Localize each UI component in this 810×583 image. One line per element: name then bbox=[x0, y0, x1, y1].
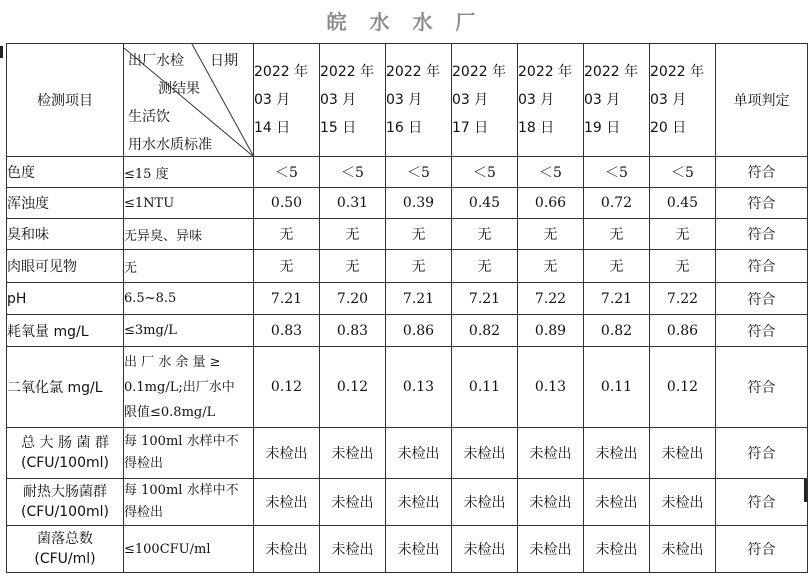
row-standard: ≤15 度 bbox=[124, 157, 254, 188]
row-value: 0.45 bbox=[452, 188, 518, 219]
row-item bbox=[7, 479, 124, 526]
row-standard bbox=[124, 428, 254, 479]
row-standard-line: 得检出 bbox=[124, 505, 164, 520]
row-item-line: (CFU/ml) bbox=[34, 551, 96, 567]
row-value: 未检出 bbox=[452, 526, 518, 573]
row-value: 0.12 bbox=[320, 347, 386, 428]
row-value: 7.22 bbox=[518, 283, 584, 315]
header-date-y: 2022 年 bbox=[518, 64, 573, 80]
row-value: ＜5 bbox=[320, 157, 386, 188]
header-date-y: 2022 年 bbox=[584, 64, 639, 80]
table-row bbox=[7, 283, 808, 315]
row-value: 未检出 bbox=[254, 526, 320, 573]
water-quality-table bbox=[6, 43, 808, 573]
row-value: 7.22 bbox=[650, 283, 716, 315]
row-standard-line: 出 厂 水 余 量 ≥ bbox=[124, 354, 221, 370]
row-standard: 6.5~8.5 bbox=[124, 283, 254, 315]
row-value: ＜5 bbox=[518, 157, 584, 188]
row-value: 0.12 bbox=[254, 347, 320, 428]
row-value: 0.12 bbox=[650, 347, 716, 428]
row-value: 未检出 bbox=[518, 428, 584, 479]
row-value: 0.82 bbox=[584, 315, 650, 347]
table-row bbox=[7, 347, 808, 428]
diagonal-header bbox=[124, 44, 253, 156]
row-value: 0.89 bbox=[518, 315, 584, 347]
row-value: 未检出 bbox=[254, 479, 320, 526]
row-value: 0.31 bbox=[320, 188, 386, 219]
row-value: 未检出 bbox=[650, 479, 716, 526]
row-item: pH bbox=[7, 283, 124, 315]
header-date-d: 16 日 bbox=[386, 120, 423, 136]
table-row bbox=[7, 315, 808, 347]
row-standard-line: 每 100ml 水样中不 bbox=[124, 483, 239, 498]
header-date-y: 2022 年 bbox=[254, 64, 309, 80]
table-row bbox=[7, 250, 808, 283]
row-value: 0.86 bbox=[650, 315, 716, 347]
row-value: 0.13 bbox=[518, 347, 584, 428]
row-value: ＜5 bbox=[650, 157, 716, 188]
row-standard: 无异臭、异味 bbox=[124, 219, 254, 250]
table-row bbox=[7, 188, 808, 219]
row-value: 未检出 bbox=[650, 526, 716, 573]
row-item: 耗氧量 mg/L bbox=[7, 315, 124, 347]
row-judge: 符合 bbox=[716, 479, 808, 526]
row-value: 未检出 bbox=[386, 479, 452, 526]
row-value: 无 bbox=[386, 219, 452, 250]
header-date-cell bbox=[650, 44, 716, 157]
row-item-line: 菌落总数 bbox=[37, 531, 93, 547]
row-item: 浑浊度 bbox=[7, 188, 124, 219]
header-date-d: 14 日 bbox=[254, 120, 291, 136]
row-value: 未检出 bbox=[584, 526, 650, 573]
row-value: 无 bbox=[452, 219, 518, 250]
row-value: 未检出 bbox=[584, 428, 650, 479]
row-item bbox=[7, 526, 124, 573]
row-value: 未检出 bbox=[320, 526, 386, 573]
row-value: 无 bbox=[584, 219, 650, 250]
row-value: ＜5 bbox=[254, 157, 320, 188]
header-date-m: 03 月 bbox=[518, 92, 555, 108]
header-date-cell bbox=[452, 44, 518, 157]
row-value: 未检出 bbox=[386, 428, 452, 479]
row-standard-line: 每 100ml 水样中不 bbox=[124, 434, 239, 449]
header-date-m: 03 月 bbox=[254, 92, 291, 108]
row-standard: ≤100CFU/ml bbox=[124, 526, 254, 573]
diag-top-right: 日期 bbox=[210, 53, 238, 69]
header-date-d: 18 日 bbox=[518, 120, 555, 136]
row-judge: 符合 bbox=[716, 526, 808, 573]
table-row bbox=[7, 479, 808, 526]
header-date-m: 03 月 bbox=[584, 92, 621, 108]
row-value: 0.11 bbox=[584, 347, 650, 428]
row-value: 未检出 bbox=[320, 428, 386, 479]
row-value: 未检出 bbox=[518, 526, 584, 573]
row-standard-line: 限值≤0.8mg/L bbox=[124, 404, 216, 420]
row-value: 0.83 bbox=[320, 315, 386, 347]
header-date-y: 2022 年 bbox=[452, 64, 507, 80]
header-date-y: 2022 年 bbox=[386, 64, 441, 80]
table-row bbox=[7, 428, 808, 479]
row-value: 0.50 bbox=[254, 188, 320, 219]
row-value: 7.20 bbox=[320, 283, 386, 315]
row-value: 未检出 bbox=[584, 479, 650, 526]
row-item-line: (CFU/100ml) bbox=[21, 504, 109, 520]
table-body bbox=[7, 44, 808, 573]
table-row bbox=[7, 157, 808, 188]
row-standard bbox=[124, 479, 254, 526]
header-date-y: 2022 年 bbox=[650, 64, 705, 80]
row-value: 7.21 bbox=[386, 283, 452, 315]
diag-bottom-1: 生活饮 bbox=[128, 109, 170, 125]
header-date-d: 17 日 bbox=[452, 120, 489, 136]
row-value: 0.11 bbox=[452, 347, 518, 428]
row-item: 肉眼可见物 bbox=[7, 250, 124, 283]
row-value: 0.86 bbox=[386, 315, 452, 347]
header-row bbox=[7, 44, 808, 157]
table-row bbox=[7, 219, 808, 250]
row-value: 无 bbox=[254, 250, 320, 283]
row-judge: 符合 bbox=[716, 219, 808, 250]
header-date-m: 03 月 bbox=[320, 92, 357, 108]
row-value: ＜5 bbox=[452, 157, 518, 188]
row-value: 7.21 bbox=[452, 283, 518, 315]
row-value: 0.13 bbox=[386, 347, 452, 428]
row-judge: 符合 bbox=[716, 347, 808, 428]
row-judge: 符合 bbox=[716, 315, 808, 347]
row-judge: 符合 bbox=[716, 428, 808, 479]
header-date-d: 20 日 bbox=[650, 120, 687, 136]
header-date-m: 03 月 bbox=[650, 92, 687, 108]
row-value: 无 bbox=[584, 250, 650, 283]
row-value: 无 bbox=[452, 250, 518, 283]
row-value: 未检出 bbox=[650, 428, 716, 479]
row-judge: 符合 bbox=[716, 283, 808, 315]
row-value: 未检出 bbox=[452, 428, 518, 479]
header-diagonal-cell bbox=[124, 44, 254, 157]
diag-mid: 测结果 bbox=[158, 81, 200, 97]
row-value: ＜5 bbox=[386, 157, 452, 188]
header-date-cell bbox=[254, 44, 320, 157]
row-value: 0.83 bbox=[254, 315, 320, 347]
row-value: 无 bbox=[518, 250, 584, 283]
row-item: 二氧化氯 mg/L bbox=[7, 347, 124, 428]
row-value: 0.82 bbox=[452, 315, 518, 347]
row-value: ＜5 bbox=[584, 157, 650, 188]
page-title: 皖 水 水 厂 bbox=[326, 10, 484, 34]
header-date-cell bbox=[320, 44, 386, 157]
diag-top-left: 出厂水检 bbox=[128, 53, 184, 69]
row-value: 无 bbox=[650, 250, 716, 283]
row-value: 未检出 bbox=[386, 526, 452, 573]
header-judge-label: 单项判定 bbox=[716, 44, 808, 157]
row-standard: ≤3mg/L bbox=[124, 315, 254, 347]
header-date-d: 15 日 bbox=[320, 120, 357, 136]
row-judge: 符合 bbox=[716, 250, 808, 283]
row-item-line: 耐热大肠菌群 bbox=[23, 484, 107, 500]
header-date-cell bbox=[584, 44, 650, 157]
row-value: 无 bbox=[518, 219, 584, 250]
row-standard bbox=[124, 347, 254, 428]
header-date-m: 03 月 bbox=[386, 92, 423, 108]
row-item: 臭和味 bbox=[7, 219, 124, 250]
header-date-y: 2022 年 bbox=[320, 64, 375, 80]
header-date-cell bbox=[518, 44, 584, 157]
row-standard: ≤1NTU bbox=[124, 188, 254, 219]
row-value: 0.72 bbox=[584, 188, 650, 219]
row-value: 0.39 bbox=[386, 188, 452, 219]
row-item-line: 总 大 肠 菌 群 bbox=[21, 435, 109, 451]
row-value: 未检出 bbox=[452, 479, 518, 526]
row-value: 7.21 bbox=[584, 283, 650, 315]
header-date-d: 19 日 bbox=[584, 120, 621, 136]
row-standard-line: 得检出 bbox=[124, 456, 164, 471]
row-value: 未检出 bbox=[320, 479, 386, 526]
row-standard-line: 0.1mg/L;出厂水中 bbox=[124, 379, 235, 395]
row-item-line: (CFU/100ml) bbox=[21, 455, 109, 471]
header-date-cell bbox=[386, 44, 452, 157]
header-item-label: 检测项目 bbox=[7, 44, 124, 157]
row-value: 未检出 bbox=[518, 479, 584, 526]
diag-bottom-2: 用水水质标准 bbox=[128, 137, 212, 153]
row-judge: 符合 bbox=[716, 157, 808, 188]
row-standard: 无 bbox=[124, 250, 254, 283]
row-item bbox=[7, 428, 124, 479]
header-date-m: 03 月 bbox=[452, 92, 489, 108]
row-value: 7.21 bbox=[254, 283, 320, 315]
row-value: 0.66 bbox=[518, 188, 584, 219]
row-value: 未检出 bbox=[254, 428, 320, 479]
left-edge-mark bbox=[0, 46, 3, 58]
row-value: 无 bbox=[320, 219, 386, 250]
row-value: 无 bbox=[320, 250, 386, 283]
table-row bbox=[7, 526, 808, 573]
row-value: 无 bbox=[386, 250, 452, 283]
row-judge: 符合 bbox=[716, 188, 808, 219]
row-value: 无 bbox=[254, 219, 320, 250]
row-item: 色度 bbox=[7, 157, 124, 188]
row-value: 0.45 bbox=[650, 188, 716, 219]
row-value: 无 bbox=[650, 219, 716, 250]
